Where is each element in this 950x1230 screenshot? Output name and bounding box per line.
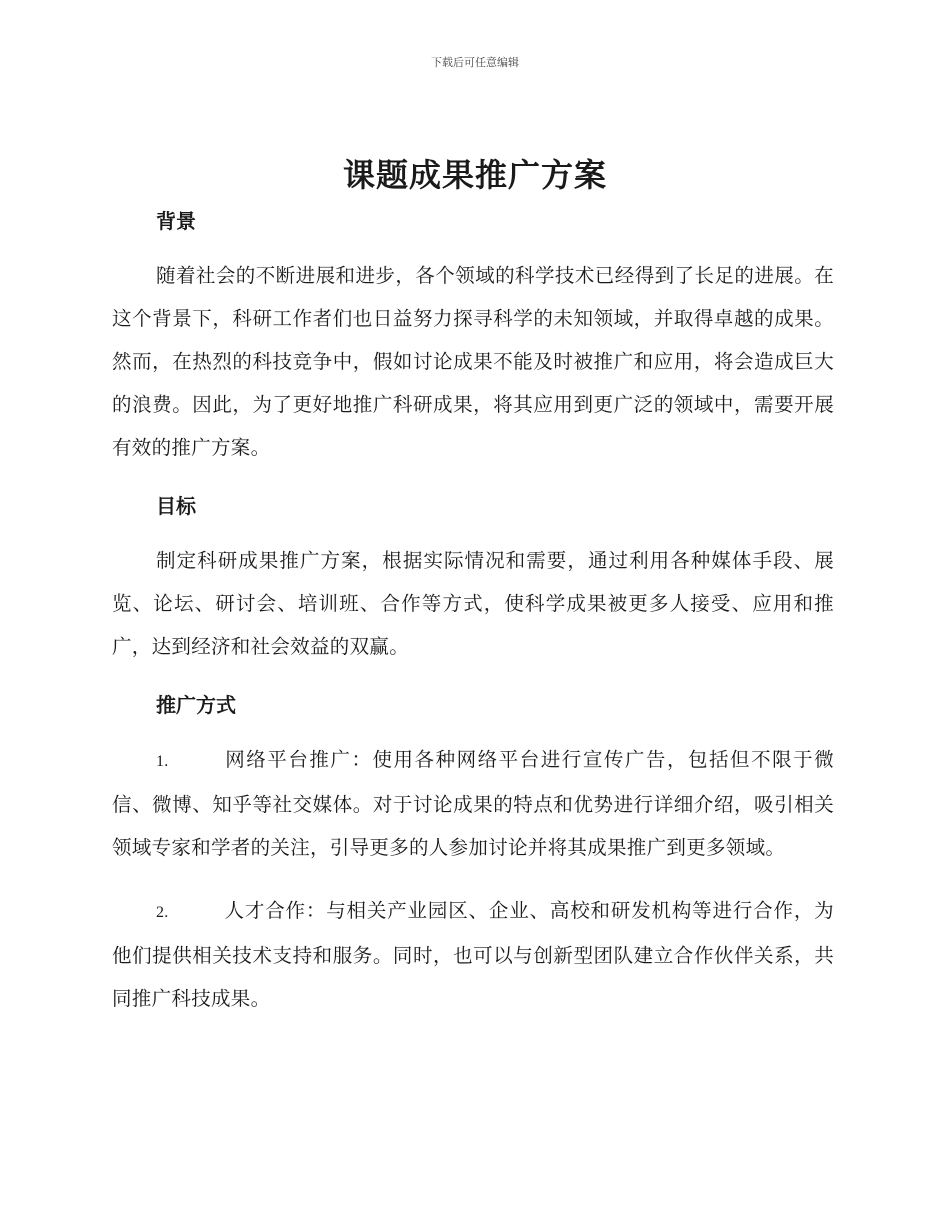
list-item-text: 人才合作：与相关产业园区、企业、高校和研发机构等进行合作，为他们提供相关技术支持和服务。同时，也可以与创新型团队建立合作伙伴关系，共同推广科技成果。 [112,899,834,1010]
section-heading: 推广方式 [156,693,236,717]
list-item-number: 2. [156,904,169,921]
list-item-text: 网络平台推广：使用各种网络平台进行宣传广告，包括但不限于微信、微博、知乎等社交媒体。对于讨论成果的特点和优势进行详细介绍，吸引相关领域专家和学者的关注，引导更多的人参加讨论并将其成果推广到更多领域。 [112,748,834,859]
section-background [112,204,834,489]
section-paragraph: 随着社会的不断进展和进步，各个领域的科学技术已经得到了长足的进展。在这个背景下，科研工作者们也日益努力探寻科学的未知领域，并取得卓越的成果。然而，在热烈的科技竞争中，假如讨论成果不能及时被推广和应用，将会造成巨大的浪费。因此，为了更好地推广科研成果，将其应用到更广泛的领域中，需要开展有效的推广方案。 [112,264,834,459]
section-heading: 目标 [156,494,196,518]
section-paragraph: 制定科研成果推广方案，根据实际情况和需要，通过利用各种媒体手段、展览、论坛、研讨会、培训班、合作等方式，使科学成果被更多人接受、应用和推广，达到经济和社会效益的双赢。 [112,549,834,658]
list-item [112,738,834,869]
section-goal [112,489,834,688]
section-promotion-methods [112,688,834,1020]
page-header: 下载后可任意编辑 [431,56,519,69]
document-title: 课题成果推广方案 [342,156,607,194]
list-item-number: 1. [156,753,169,770]
list-item [112,889,834,1020]
document-body [112,204,834,1020]
section-heading: 背景 [156,209,196,233]
